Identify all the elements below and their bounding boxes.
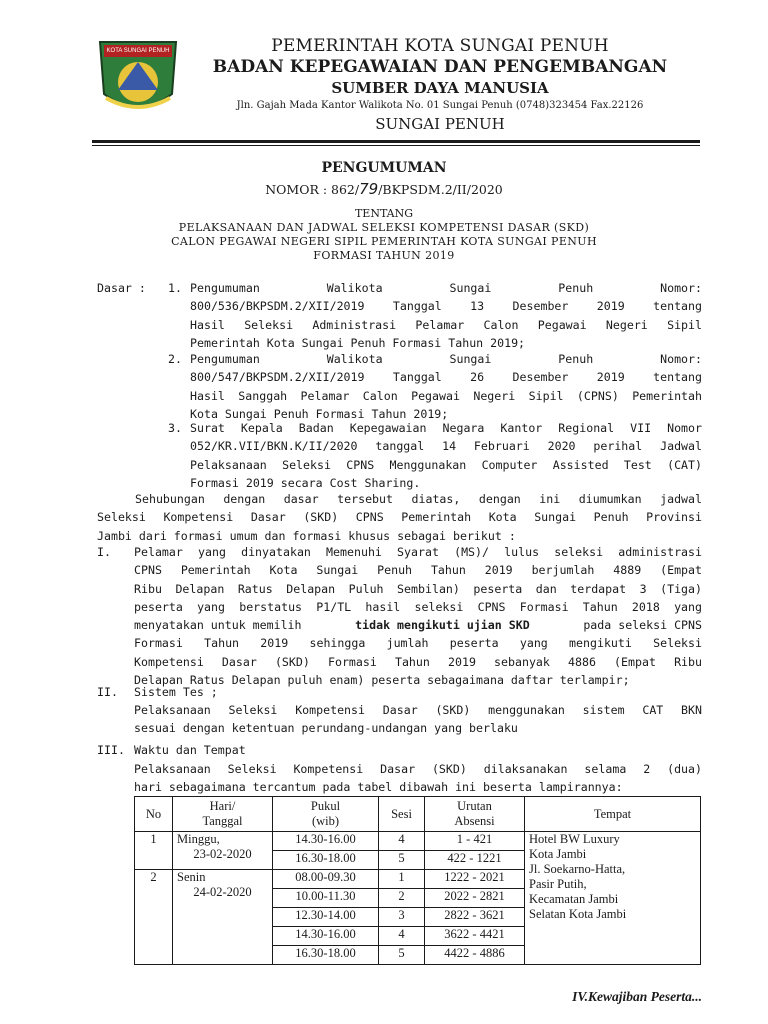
- agency-name: BADAN KEPEGAWAIAN DAN PENGEMBANGAN: [212, 57, 668, 77]
- dasar-num-3: 3.: [168, 421, 182, 435]
- intro-paragraph: [97, 490, 702, 545]
- header-urutan: [425, 797, 525, 832]
- cell-sesi: 3: [379, 908, 425, 927]
- dasar-label: Dasar :: [97, 281, 146, 295]
- text-line: [134, 616, 702, 634]
- section-2-heading: Sistem Tes ;: [134, 685, 218, 699]
- city-logo: [92, 36, 184, 120]
- cell-sesi: 1: [379, 870, 425, 889]
- nomor-prefix: NOMOR : 862/: [265, 182, 360, 197]
- letterhead-rule: [92, 140, 700, 143]
- header-pukul: [273, 797, 379, 832]
- cell-urutan: 3622 - 4421: [425, 927, 525, 946]
- text-line: Pemerintah Kota Sungai Penuh Formasi Tahun 2019;: [190, 335, 526, 350]
- tempat-line: Hotel BW Luxury: [529, 832, 620, 846]
- table-row: [135, 832, 701, 851]
- cell-pukul: 14.30-16.00: [273, 927, 379, 946]
- text-line: Pengumuman Walikota Sungai Penuh Nomor:: [190, 281, 702, 295]
- header-no: No: [135, 797, 173, 832]
- cell-urutan: 422 - 1221: [425, 851, 525, 870]
- cell-pukul: 12.30-14.00: [273, 908, 379, 927]
- cell-hari: Senin: [177, 870, 206, 884]
- header-tempat: Tempat: [525, 797, 701, 832]
- logo-text: KOTA SUNGAI PENUH: [106, 48, 170, 54]
- header-hari: Hari/: [209, 799, 236, 813]
- cell-sesi: 4: [379, 832, 425, 851]
- text-line: Delapan Ratus Delapan puluh enam) peserta sebagaimana daftar terlampir;: [134, 673, 630, 688]
- cell-urutan: 4422 - 4886: [425, 946, 525, 965]
- cell-tanggal: 24-02-2020: [193, 885, 252, 899]
- dasar-item-3: [190, 419, 702, 492]
- text-line: Formasi Tahun 2019 sehingga jumlah peserta yang mengikuti Seleksi: [134, 636, 702, 651]
- text-line: Seleksi Kompetensi Dasar (SKD) CPNS Pemerintah Kota Sungai Penuh Provinsi: [97, 510, 702, 525]
- section-3-num: III.: [97, 743, 125, 757]
- cell-pukul: 16.30-18.00: [273, 851, 379, 870]
- text-line: Formasi 2019 secara Cost Sharing.: [190, 475, 421, 490]
- section-3-body: [134, 760, 702, 797]
- continuation-note: IV.Kewajiban Peserta...: [572, 989, 702, 1004]
- text-line: Pelaksanaan Seleksi Kompetensi Dasar (SKD) dilaksanakan selama 2 (dua): [134, 762, 702, 776]
- dasar-num-1: 1.: [168, 281, 182, 295]
- city: SUNGAI PENUH: [375, 115, 505, 133]
- cell-sesi: 2: [379, 889, 425, 908]
- cell-pukul: 16.30-18.00: [273, 946, 379, 965]
- heading: PENGUMUMAN: [321, 160, 447, 176]
- dasar-item-1: [190, 279, 702, 352]
- letterhead-rule-thin: [92, 145, 700, 146]
- text-line: Hasil Sanggah Pelamar Calon Pegawai Negeri Sipil (CPNS) Pemerintah: [190, 388, 702, 403]
- cell-hari-tanggal: [173, 870, 273, 965]
- text-line: Surat Kepala Badan Kepegawaian Negara Kantor Regional VII Nomor: [190, 421, 702, 435]
- cell-urutan: 2022 - 2821: [425, 889, 525, 908]
- text-line: CPNS Pemerintah Kota Sungai Penuh Tahun 2019 berjumlah 4889 (Empat: [134, 563, 702, 578]
- tempat-line: Selatan Kota Jambi: [529, 907, 627, 921]
- cell-hari: Minggu,: [177, 832, 220, 846]
- header-tanggal: Tanggal: [202, 814, 243, 828]
- text-fragment: menyatakan untuk memilih: [134, 618, 309, 633]
- cell-tanggal: 23-02-2020: [193, 847, 252, 861]
- section-1-num: I.: [97, 545, 111, 559]
- emphasis: tidak mengikuti ujian SKD: [355, 618, 530, 633]
- text-line: Sehubungan dengan dasar tersebut diatas, dengan ini diumumkan jadwal: [135, 492, 702, 506]
- cell-no: 1: [135, 832, 173, 870]
- text-line: Jambi dari formasi umum dan formasi khusus sebagai berikut :: [97, 528, 516, 543]
- cell-sesi: 4: [379, 927, 425, 946]
- cell-urutan: 1222 - 2021: [425, 870, 525, 889]
- text-line: Hasil Seleksi Administrasi Pelamar Calon Pegawai Negeri Sipil: [190, 317, 702, 332]
- subtitle-3: FORMASI TAHUN 2019: [313, 249, 455, 262]
- tempat-line: Pasir Putih,: [529, 877, 587, 891]
- tempat-line: Kecamatan Jambi: [529, 892, 619, 906]
- text-line: Kota Sungai Penuh Formasi Tahun 2019;: [190, 406, 449, 421]
- text-line: Pengumuman Walikota Sungai Penuh Nomor:: [190, 352, 702, 366]
- gov-name: PEMERINTAH KOTA SUNGAI PENUH: [271, 36, 609, 56]
- text-line: 800/536/BKPSDM.2/XII/2019 Tanggal 13 Desember 2019 tentang: [190, 299, 702, 314]
- cell-urutan: 1 - 421: [425, 832, 525, 851]
- text-line: peserta yang berstatus P1/TL hasil seleksi CPNS Formasi Tahun 2018 yang: [134, 599, 702, 614]
- tempat-line: Kota Jambi: [529, 847, 587, 861]
- cell-no: 2: [135, 870, 173, 965]
- dasar-item-2: [190, 350, 702, 423]
- cell-sesi: 5: [379, 851, 425, 870]
- cell-hari-tanggal: [173, 832, 273, 870]
- text-line: Kompetensi Dasar (SKD) Formasi Tahun 2019 sebanyak 4886 (Empat Ribu: [134, 654, 702, 669]
- text-line: Pelaksanaan Seleksi Kompetensi Dasar (SKD) menggunakan sistem CAT BKN: [134, 703, 702, 717]
- text-line: 800/547/BKPSDM.2/XII/2019 Tanggal 26 Desember 2019 tentang: [190, 370, 702, 385]
- text-line: sesuai dengan ketentuan perundang-undangan yang berlaku: [134, 721, 518, 736]
- letterhead: [190, 36, 690, 134]
- cell-pukul: 14.30-16.00: [273, 832, 379, 851]
- tentang: TENTANG: [354, 207, 414, 220]
- tempat-line: Jl. Soekarno-Hatta,: [529, 862, 626, 876]
- subtitle-1: PELAKSANAAN DAN JADWAL SELEKSI KOMPETENSI DASAR (SKD): [178, 221, 590, 234]
- text-line: Pelaksanaan Seleksi CPNS Menggunakan Computer Assisted Test (CAT): [190, 457, 702, 472]
- header-wib: (wib): [311, 814, 340, 828]
- header-hari-tanggal: [173, 797, 273, 832]
- nomor-handwritten: 79: [359, 180, 379, 198]
- agency-name-2: SUMBER DAYA MANUSIA: [331, 79, 549, 97]
- section-1: [134, 543, 702, 689]
- header-absensi: Absensi: [454, 814, 495, 828]
- cell-sesi: 5: [379, 946, 425, 965]
- document-number: [0, 180, 768, 198]
- cell-tempat: [525, 832, 701, 965]
- dasar-num-2: 2.: [168, 352, 182, 366]
- text-line: 052/KR.VII/BKN.K/II/2020 tanggal 14 Februari 2020 perihal Jadwal: [190, 439, 702, 454]
- section-2-num: II.: [97, 685, 118, 699]
- subtitle-2: CALON PEGAWAI NEGERI SIPIL PEMERINTAH KOTA SUNGAI PENUH: [171, 235, 597, 248]
- text-line: hari sebagaimana tercantum pada tabel dibawah ini beserta lampirannya:: [134, 780, 623, 795]
- text-fragment: pada seleksi CPNS: [576, 618, 702, 633]
- nomor-suffix: /BKPSDM.2/II/2020: [378, 182, 503, 197]
- cell-urutan: 2822 - 3621: [425, 908, 525, 927]
- schedule-table: [134, 796, 701, 965]
- address: Jln. Gajah Mada Kantor Walikota No. 01 Sungai Penuh (0748)323454 Fax.22126: [236, 100, 644, 111]
- header-urutan-label: Urutan: [457, 799, 492, 813]
- section-3-heading: Waktu dan Tempat: [134, 743, 246, 757]
- cell-pukul: 10.00-11.30: [273, 889, 379, 908]
- cell-pukul: 08.00-09.30: [273, 870, 379, 889]
- text-line: Pelamar yang dinyatakan Memenuhi Syarat (MS)/ lulus seleksi administrasi: [134, 545, 702, 559]
- text-line: Ribu Delapan Ratus Delapan Puluh Sembilan) peserta dan terdapat 3 (Tiga): [134, 581, 702, 596]
- header-pukul-label: Pukul: [310, 799, 341, 813]
- header-sesi: Sesi: [379, 797, 425, 832]
- section-2-body: [134, 701, 702, 738]
